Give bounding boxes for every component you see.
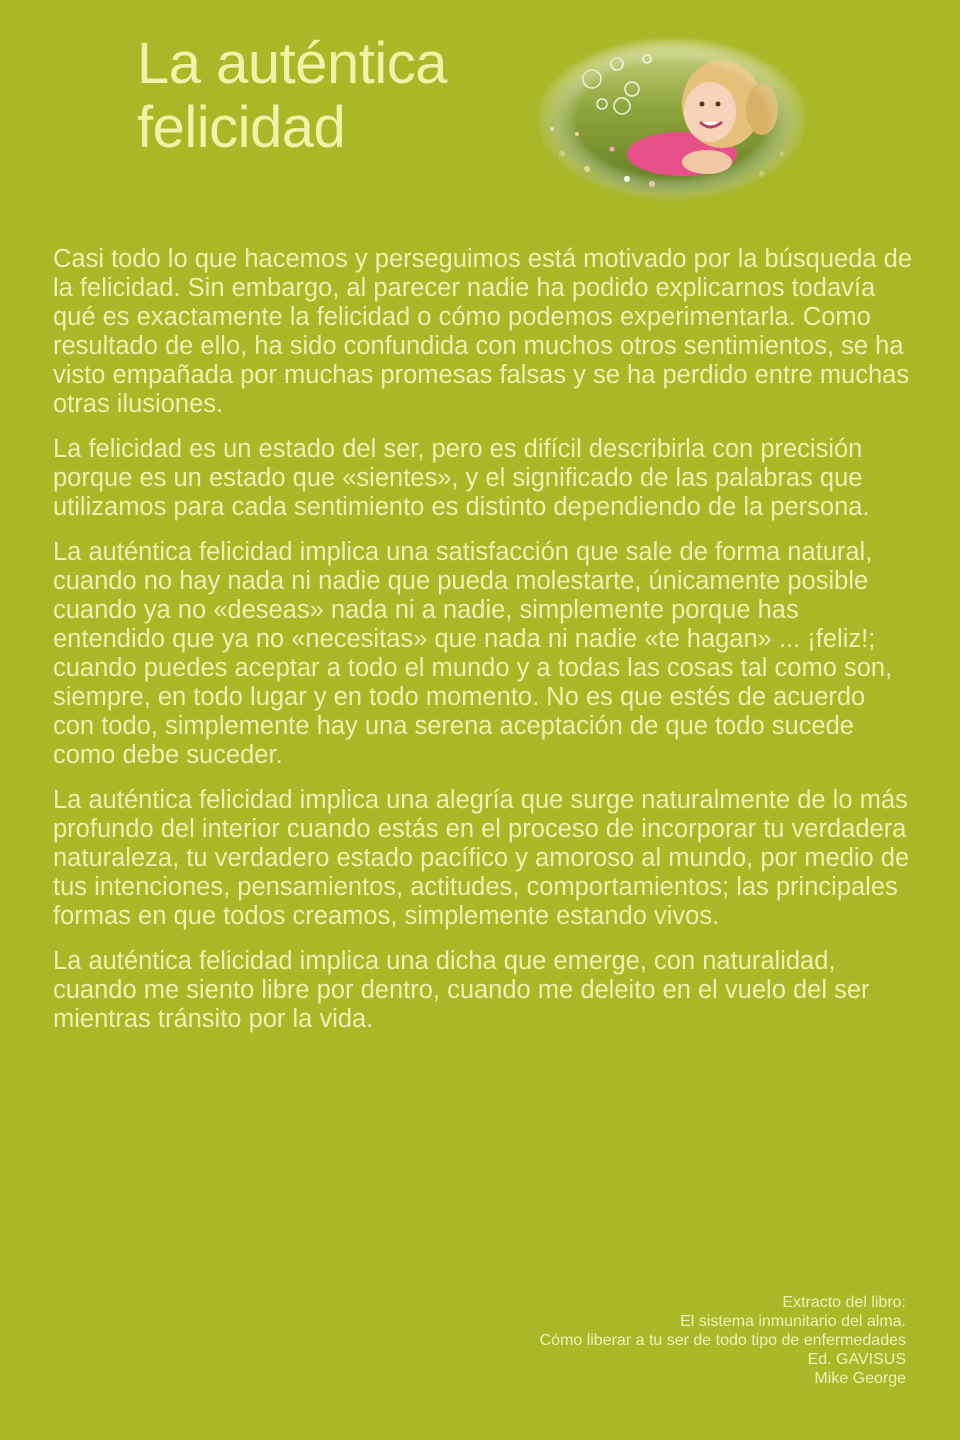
title-line-2: felicidad <box>137 95 346 160</box>
credits-author: Mike George <box>814 1370 906 1387</box>
paragraph-1: Casi todo lo que hacemos y perseguimos está motivado por la búsqueda de la felicidad. Sin embargo, al parecer nadie ha podido explicarnos todavía qué es exactamente la felicidad o cómo podemos experimentarla. Como resultado de ello, ha sido confundida con muchos otros sentimientos, se ha visto empañada por muchas promesas falsas y se ha perdido entre muchas otras ilusiones. <box>53 245 913 418</box>
credits-subtitle: Cómo liberar a tu ser de todo tipo de enfermedades <box>539 1332 906 1349</box>
page-title <box>137 32 517 160</box>
book-credits <box>540 1293 906 1388</box>
credits-book-title: El sistema inmunitario del alma. <box>680 1313 906 1330</box>
credits-publisher: Ed. GAVISUS <box>807 1351 906 1368</box>
paragraph-3: La auténtica felicidad implica una satisfacción que sale de forma natural, cuando no hay nada ni nadie que pueda molestarte, únicamente posible cuando ya no «deseas» nada ni a nadie, simplemente porque has entendido que ya no «necesitas» que nada ni nadie «te hagan» ... ¡feliz!; cuando puedes aceptar a todo el mundo y a todas las cosas tal como son, siempre, en todo lugar y en todo momento. No es que estés de acuerdo con todo, simplemente hay una serena aceptación de que todo sucede como debe suceder. <box>53 538 893 769</box>
title-line-1: La auténtica <box>137 31 448 96</box>
article-body <box>53 245 913 1050</box>
paragraph-4: La auténtica felicidad implica una alegría que surge naturalmente de lo más profundo del interior cuando estás en el proceso de incorporar tu verdadera naturaleza, tu verdadero estado pacífico y amoroso al mundo, por medio de tus intenciones, pensamientos, actitudes, comportamientos; las principales formas en que todos creamos, simplemente estando vivos. <box>53 786 910 930</box>
paragraph-5: La auténtica felicidad implica una dicha que emerge, con naturalidad, cuando me siento libre por dentro, cuando me deleito en el vuelo del ser mientras tránsito por la vida. <box>53 947 870 1033</box>
girl-meadow-photo <box>532 34 812 204</box>
credits-excerpt: Extracto del libro: <box>782 1294 906 1311</box>
paragraph-2: La felicidad es un estado del ser, pero es difícil describirla con precisión porque es un estado que «sientes», y el significado de las palabras que utilizamos para cada sentimiento es distinto dependiendo de la persona. <box>53 435 870 521</box>
